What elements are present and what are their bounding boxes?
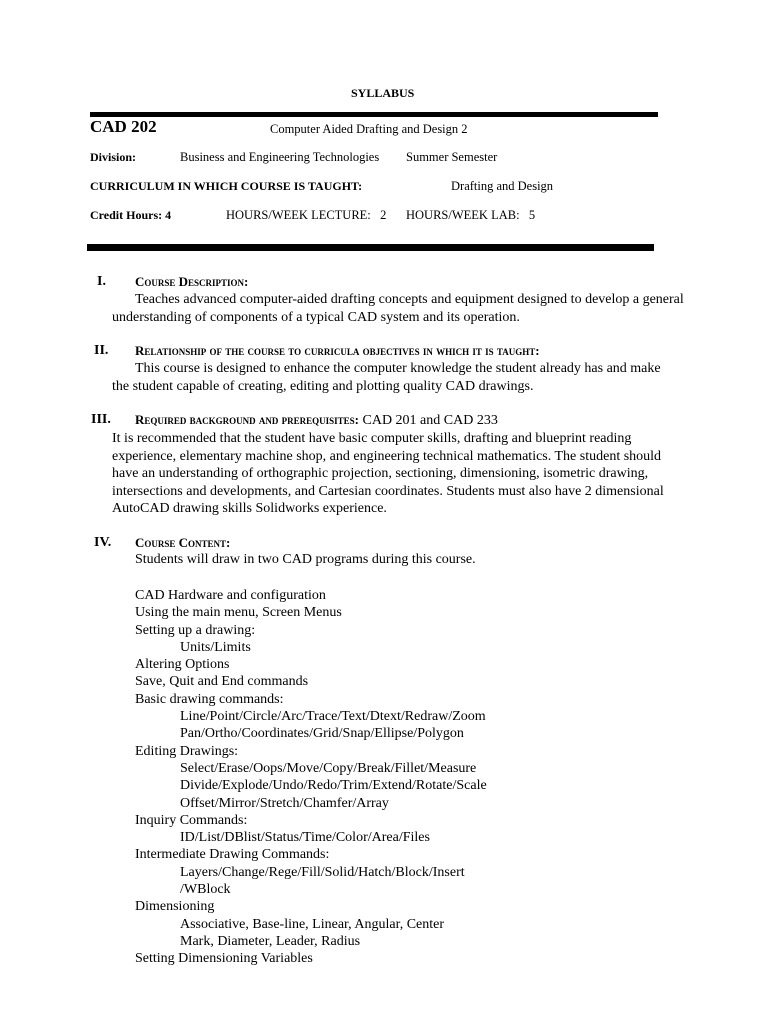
section-body: It is recommended that the student have basic computer skills, drafting and blueprint reading experience, elementary machine shop, and engineering technical mathematics. The student should have an understanding of orthographic projection, sectioning, dimensioning, isometric drawing, intersections and developments, and Cartesian coordinates. Students must also have 2 dimensional AutoCAD drawing skills Solidworks experience. xyxy=(112,431,664,516)
course-name: Computer Aided Drafting and Design 2 xyxy=(270,122,468,136)
list-item: Editing Drawings: xyxy=(135,743,239,759)
list-subitem: Units/Limits xyxy=(180,639,251,655)
document-title: SYLLABUS xyxy=(351,86,415,100)
list-item: Intermediate Drawing Commands: xyxy=(135,847,330,863)
section-body: Teaches advanced computer-aided drafting concepts and equipment designed to develop a general understanding of components of a typical CAD system and its operation. xyxy=(112,292,684,325)
lecture-hours: HOURS/WEEK LECTURE: 2 xyxy=(226,208,387,222)
list-item: Basic drawing commands: xyxy=(135,691,284,707)
bottom-rule xyxy=(87,244,654,251)
list-item: Setting Dimensioning Variables xyxy=(135,951,313,967)
division-value: Business and Engineering Technologies xyxy=(180,150,380,164)
list-item: Setting up a drawing: xyxy=(135,622,256,638)
list-subitem: Line/Point/Circle/Arc/Trace/Text/Dtext/Redraw/Zoom xyxy=(180,709,486,725)
list-subitem: Offset/Mirror/Stretch/Chamfer/Array xyxy=(180,795,389,811)
section-number: III. xyxy=(91,412,111,427)
section-heading: Required background and prerequisites: xyxy=(135,412,359,427)
section-number: II. xyxy=(94,343,109,358)
section-heading: Course Description: xyxy=(135,274,249,289)
section-intro: Students will draw in two CAD programs during this course. xyxy=(135,552,476,567)
section-number: I. xyxy=(97,274,106,289)
section-number: IV. xyxy=(94,535,112,550)
prerequisites: CAD 201 and CAD 233 xyxy=(359,413,498,428)
list-item: Using the main menu, Screen Menus xyxy=(135,605,342,621)
list-subitem: Mark, Diameter, Leader, Radius xyxy=(180,933,361,949)
semester: Summer Semester xyxy=(406,150,498,164)
list-subitem: ID/List/DBlist/Status/Time/Color/Area/Files xyxy=(180,830,430,846)
lab-hours: HOURS/WEEK LAB: 5 xyxy=(406,208,536,222)
list-subitem: Select/Erase/Oops/Move/Copy/Break/Fillet/Measure xyxy=(180,760,477,776)
list-subitem: Pan/Ortho/Coordinates/Grid/Snap/Ellipse/Polygon xyxy=(180,726,464,742)
list-item: Save, Quit and End commands xyxy=(135,674,309,690)
top-rule xyxy=(90,112,658,117)
list-item: Inquiry Commands: xyxy=(135,812,248,828)
list-item: CAD Hardware and configuration xyxy=(135,588,326,603)
credit-hours: Credit Hours: 4 xyxy=(90,208,172,222)
course-code: CAD 202 xyxy=(90,117,157,136)
curriculum-value: Drafting and Design xyxy=(451,179,554,193)
section-body: This course is designed to enhance the computer knowledge the student already has and make the student capable of creating, editing and plotting quality CAD drawings. xyxy=(112,361,661,394)
list-subitem: /WBlock xyxy=(180,882,231,898)
list-item: Altering Options xyxy=(135,657,230,673)
list-subitem: Associative, Base-line, Linear, Angular, Center xyxy=(180,916,445,932)
curriculum-label: CURRICULUM IN WHICH COURSE IS TAUGHT: xyxy=(90,179,363,193)
course-content-list xyxy=(135,587,487,968)
division-label: Division: xyxy=(90,150,137,164)
list-item: Dimensioning xyxy=(135,899,215,915)
list-subitem: Divide/Explode/Undo/Redo/Trim/Extend/Rotate/Scale xyxy=(180,778,487,794)
section-heading: Relationship of the course to curricula objectives in which it is taught: xyxy=(135,343,540,358)
list-subitem: Layers/Change/Rege/Fill/Solid/Hatch/Block/Insert xyxy=(180,864,465,880)
section-heading: Course Content: xyxy=(135,535,231,550)
